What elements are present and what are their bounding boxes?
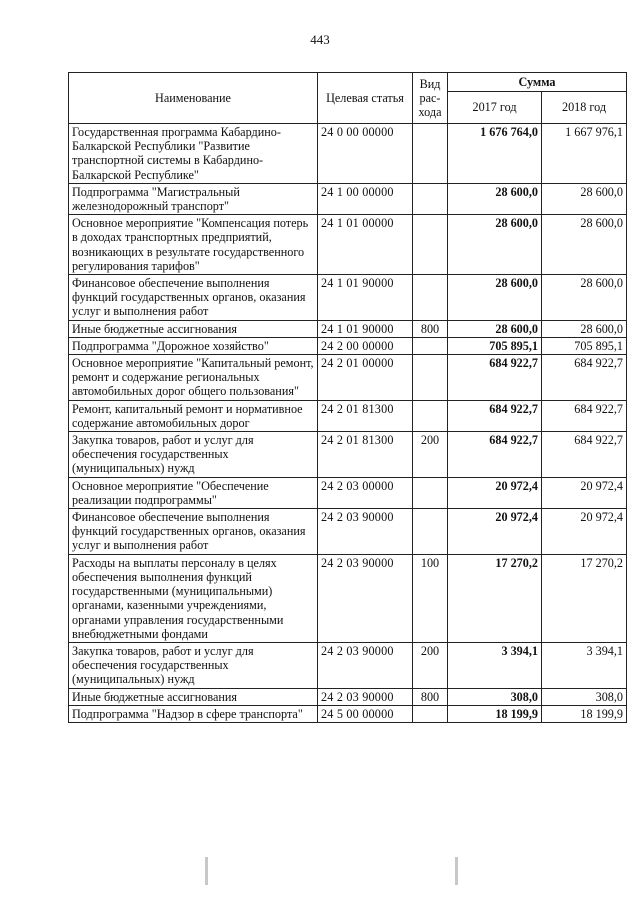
row-sum-2018: 28 600,0 — [542, 320, 627, 337]
row-expense-type — [413, 477, 448, 508]
table-row — [69, 642, 627, 688]
row-name: Основное мероприятие "Обеспечение реализации подпрограммы" — [69, 477, 318, 508]
row-expense-type — [413, 183, 448, 214]
table-row — [69, 477, 627, 508]
row-target-code: 24 2 03 90000 — [318, 642, 413, 688]
row-sum-2018: 18 199,9 — [542, 705, 627, 722]
row-sum-2017: 28 600,0 — [448, 320, 542, 337]
table-row — [69, 688, 627, 705]
table-row — [69, 705, 627, 722]
row-expense-type: 800 — [413, 688, 448, 705]
row-sum-2017: 20 972,4 — [448, 477, 542, 508]
row-target-code: 24 2 03 00000 — [318, 477, 413, 508]
table-row — [69, 400, 627, 431]
row-sum-2017: 684 922,7 — [448, 400, 542, 431]
row-name: Закупка товаров, работ и услуг для обеспечения государственных (муниципальных) нужд — [69, 432, 318, 478]
table-row — [69, 320, 627, 337]
row-target-code: 24 2 00 00000 — [318, 337, 413, 354]
row-sum-2017: 18 199,9 — [448, 705, 542, 722]
page-number: 443 — [310, 32, 330, 47]
row-target-code: 24 1 01 90000 — [318, 275, 413, 321]
header-target: Целевая статья — [318, 73, 413, 124]
header-2017: 2017 год — [448, 92, 542, 124]
row-sum-2017: 308,0 — [448, 688, 542, 705]
row-sum-2018: 3 394,1 — [542, 642, 627, 688]
row-sum-2018: 20 972,4 — [542, 477, 627, 508]
row-sum-2018: 20 972,4 — [542, 509, 627, 555]
row-expense-type: 200 — [413, 642, 448, 688]
row-expense-type — [413, 355, 448, 401]
row-name: Основное мероприятие "Капитальный ремонт, ремонт и содержание региональных автомобильных дорог общего пользования" — [69, 355, 318, 401]
table-row — [69, 124, 627, 184]
row-sum-2017: 684 922,7 — [448, 432, 542, 478]
row-expense-type — [413, 275, 448, 321]
row-sum-2017: 17 270,2 — [448, 554, 542, 642]
scan-mark-left — [205, 857, 208, 885]
row-name: Подпрограмма "Магистральный железнодорожный транспорт" — [69, 183, 318, 214]
row-target-code: 24 2 03 90000 — [318, 554, 413, 642]
row-sum-2018: 705 895,1 — [542, 337, 627, 354]
table-row — [69, 183, 627, 214]
row-target-code: 24 2 01 81300 — [318, 432, 413, 478]
row-name: Государственная программа Кабардино-Балкарской Республики "Развитие транспортной системы в Кабардино-Балкарской Республике" — [69, 124, 318, 184]
row-target-code: 24 1 01 00000 — [318, 215, 413, 275]
header-name: Наименование — [69, 73, 318, 124]
row-sum-2017: 705 895,1 — [448, 337, 542, 354]
row-sum-2018: 1 667 976,1 — [542, 124, 627, 184]
row-sum-2018: 308,0 — [542, 688, 627, 705]
row-expense-type — [413, 400, 448, 431]
row-expense-type: 800 — [413, 320, 448, 337]
row-target-code: 24 0 00 00000 — [318, 124, 413, 184]
row-name: Подпрограмма "Дорожное хозяйство" — [69, 337, 318, 354]
row-sum-2017: 28 600,0 — [448, 275, 542, 321]
row-target-code: 24 1 00 00000 — [318, 183, 413, 214]
row-sum-2017: 28 600,0 — [448, 183, 542, 214]
row-sum-2018: 28 600,0 — [542, 183, 627, 214]
table-row — [69, 215, 627, 275]
row-name: Иные бюджетные ассигнования — [69, 320, 318, 337]
row-sum-2018: 28 600,0 — [542, 275, 627, 321]
row-sum-2018: 17 270,2 — [542, 554, 627, 642]
row-name: Основное мероприятие "Компенсация потерь в доходах транспортных предприятий, возникающих в результате государственного регулирования тарифов" — [69, 215, 318, 275]
row-expense-type — [413, 705, 448, 722]
row-name: Иные бюджетные ассигнования — [69, 688, 318, 705]
row-expense-type — [413, 509, 448, 555]
row-expense-type: 200 — [413, 432, 448, 478]
row-target-code: 24 2 01 81300 — [318, 400, 413, 431]
row-expense-type — [413, 337, 448, 354]
row-sum-2017: 28 600,0 — [448, 215, 542, 275]
header-sum: Сумма — [448, 73, 627, 92]
table-row — [69, 509, 627, 555]
row-target-code: 24 2 03 90000 — [318, 688, 413, 705]
row-sum-2018: 684 922,7 — [542, 400, 627, 431]
row-name: Ремонт, капитальный ремонт и нормативное содержание автомобильных дорог — [69, 400, 318, 431]
row-sum-2017: 1 676 764,0 — [448, 124, 542, 184]
table-row — [69, 432, 627, 478]
table-row — [69, 554, 627, 642]
row-sum-2018: 684 922,7 — [542, 355, 627, 401]
table-row — [69, 337, 627, 354]
row-expense-type — [413, 124, 448, 184]
row-expense-type — [413, 215, 448, 275]
row-name: Финансовое обеспечение выполнения функций государственных органов, оказания услуг и выполнения работ — [69, 509, 318, 555]
header-vid: Вид рас-хода — [413, 73, 448, 124]
table-body — [69, 124, 627, 723]
row-target-code: 24 2 01 00000 — [318, 355, 413, 401]
row-name: Расходы на выплаты персоналу в целях обеспечения выполнения функций государственными (муниципальными) органами, казенными учреждениями, органами управления государственными внебюджетными фондами — [69, 554, 318, 642]
row-target-code: 24 1 01 90000 — [318, 320, 413, 337]
row-target-code: 24 5 00 00000 — [318, 705, 413, 722]
table-row — [69, 275, 627, 321]
row-target-code: 24 2 03 90000 — [318, 509, 413, 555]
table-row — [69, 355, 627, 401]
scan-mark-right — [455, 857, 458, 885]
row-sum-2018: 28 600,0 — [542, 215, 627, 275]
row-sum-2017: 20 972,4 — [448, 509, 542, 555]
row-sum-2017: 3 394,1 — [448, 642, 542, 688]
header-2018: 2018 год — [542, 92, 627, 124]
row-name: Подпрограмма "Надзор в сфере транспорта" — [69, 705, 318, 722]
row-sum-2017: 684 922,7 — [448, 355, 542, 401]
row-sum-2018: 684 922,7 — [542, 432, 627, 478]
budget-table — [68, 72, 627, 723]
row-expense-type: 100 — [413, 554, 448, 642]
row-name: Финансовое обеспечение выполнения функций государственных органов, оказания услуг и выполнения работ — [69, 275, 318, 321]
row-name: Закупка товаров, работ и услуг для обеспечения государственных (муниципальных) нужд — [69, 642, 318, 688]
